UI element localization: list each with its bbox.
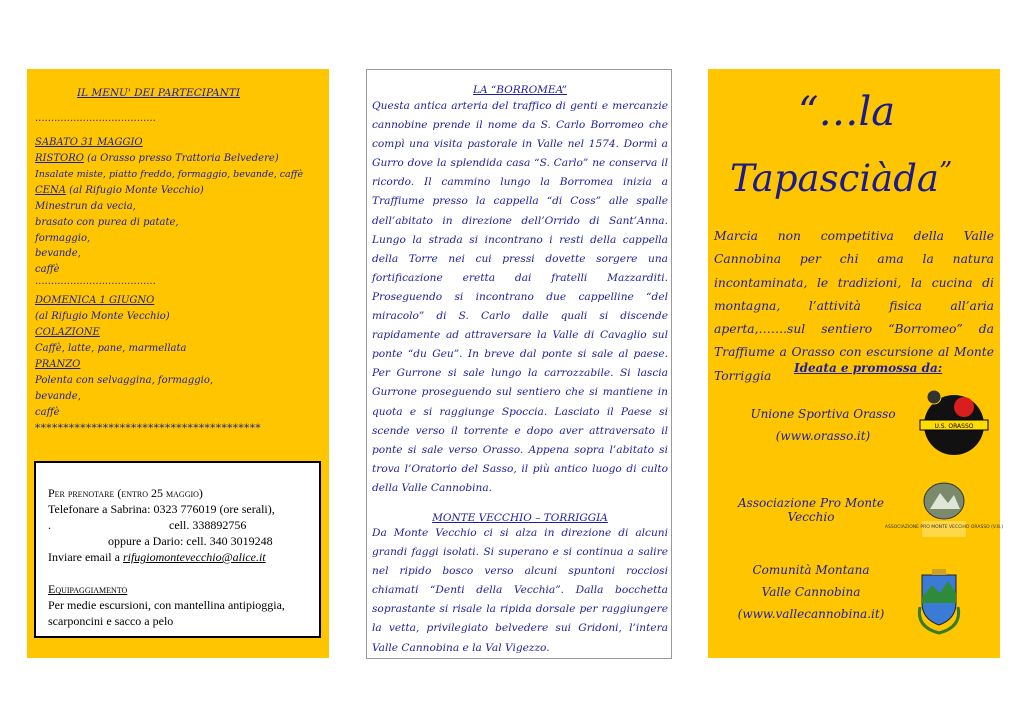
orasso-sport-logo xyxy=(916,389,992,461)
phone-line-2 xyxy=(48,517,309,533)
cover-title-quote: ” xyxy=(938,157,953,187)
sunday-place: (al Rifugio Monte Vecchio) xyxy=(35,311,170,322)
colazione-label: COLAZIONE xyxy=(35,327,100,338)
torriggia-text: Da Monte Vecchio ci si alza in direzione di alcuni grandi faggi isolati. Si superano e si continua a salire nel ripido bosco verso alcuni spuntoni rocciosi chiamati “Denti della Vecchia”. Dalla bocchetta soprastante si risale la ripida dorsale per raggiungere la vetta, privilegiato belvedere sui Gridoni, l’intera Valle Cannobina e la Val Vigezzo. xyxy=(372,526,668,654)
menu-title: IL MENU' DEI PARTECIPANTI xyxy=(77,87,240,99)
dot: . xyxy=(48,518,51,532)
colazione-menu: Caffè, latte, pane, marmellata xyxy=(35,343,187,354)
pranzo-item: Polenta con selvaggina, formaggio, xyxy=(35,375,214,386)
phone-line-1: Telefonare a Sabrina: 0323 776019 (ore serali), xyxy=(48,502,275,516)
org3-name2: Valle Cannobina xyxy=(761,585,861,599)
dots-separator: ...................................... xyxy=(35,113,156,124)
cover-intro: Marcia non competitiva della Valle Cannobina per chi ama la natura incontaminata, le tradizioni, la cucina di montagna, l’attività fisica all’aria aperta,…….sul sentiero “Borromeo” da Traffiume a Orasso con escursione al Monte Torriggia xyxy=(714,229,994,383)
stars-separator: **************************************** xyxy=(35,422,261,434)
equip-title: Equipaggiamento xyxy=(48,582,128,596)
cover-title-word: Tapasciàda xyxy=(730,157,939,200)
cena-place: (al Rifugio Monte Vecchio) xyxy=(65,185,204,196)
dots-separator: ...................................... xyxy=(35,276,156,287)
email-line xyxy=(48,549,309,565)
cover-panel xyxy=(708,69,1004,658)
ristoro-menu: Insalate miste, piatto freddo, formaggio, bevande, caffè xyxy=(35,169,304,180)
ristoro-label: RISTORO xyxy=(35,153,84,164)
cena-item: formaggio, xyxy=(35,233,91,244)
pranzo-label: PRANZO xyxy=(35,359,81,370)
cena-item: brasato con purea di patate, xyxy=(35,217,179,228)
org2-name: Associazione Pro Monte Vecchio xyxy=(738,496,884,524)
promoted-by: Ideata e promossa da: xyxy=(794,361,943,375)
borromea-text: Questa antica arteria del traffico di genti e mercanzie cannobine prende il nome da S. Carlo Borromeo che compì una visita pastorale in Valle nel 1574. Dormì a Gurro dove la splendida casa “S. Carlo” ne conserva il ricordo. Il cammino lungo la Borromea inizia a Traffiume presso la cappella “di Coss” alle spalle dell’abitato in direzione dell’Orrido di Sant’Anna. Lungo la strada si incontrano i resti della cappella della Torre nei cui pressi dovette sorgere una fortificazione eretta dai fratelli Mazzarditi. Proseguendo si incontrano due cappelline “del miracolo” di S. Carlo dalle quali si discende rapidamente ad attraversare la Valle di Cavaglio sul ponte “du Geu”. In breve dal ponte si sale al paese. Per Gurrone si sale lungo la carrozzabile. Si lascia Gurrone proseguendo sul sentiero che si mantiene in quota e si raggiunge Spoccia. Lasciato il Paese si scende verso il torrente e dopo aver attraversato il ponte si sale verso Orasso. Appena sopra l’abitato si trova l’Oratorio del Sasso, il più antico luogo di culto della Valle Cannobina. xyxy=(372,100,668,494)
pranzo-item: bevande, xyxy=(35,391,81,402)
route-panel xyxy=(366,69,672,659)
cena-line xyxy=(35,185,204,196)
comunita-montana-crest xyxy=(914,567,964,635)
email-link[interactable]: rifugiomontevecchio@alice.it xyxy=(122,550,266,564)
org1-site: (www.orasso.it) xyxy=(775,429,871,443)
ristoro-line xyxy=(35,153,279,164)
org3-name: Comunità Montana xyxy=(752,563,870,577)
phone-cell-1: cell. 338892756 xyxy=(169,518,247,532)
cena-item: caffè xyxy=(35,264,60,275)
email-prefix: Inviare email a xyxy=(48,550,123,564)
cena-item: bevande, xyxy=(35,248,81,259)
org1-name: Unione Sportiva Orasso xyxy=(750,407,896,421)
cover-title-line2 xyxy=(730,157,952,200)
cover-title-line1: “…la xyxy=(798,89,896,135)
saturday-heading: SABATO 31 MAGGIO xyxy=(35,137,143,148)
cena-label: CENA xyxy=(35,185,66,196)
ristoro-place: (a Orasso presso Trattoria Belvedere) xyxy=(83,153,279,164)
cena-item: Minestrun da vecia, xyxy=(35,201,136,212)
info-box xyxy=(34,461,321,638)
sunday-heading: DOMENICA 1 GIUGNO xyxy=(35,295,155,306)
borromea-title: LA “BORROMEA” xyxy=(472,84,568,96)
prenotare-title: Per prenotare (entro 25 maggio) xyxy=(48,486,203,500)
org3-site: (www.vallecannobina.it) xyxy=(737,607,885,621)
logo1-text: U.S. ORASSO xyxy=(934,423,974,430)
logo2-text: ASSOCIAZIONE PRO MONTE VECCHIO ORASSO (V.B.) xyxy=(884,525,1004,530)
equip-text: Per medie escursioni, con mantellina antipioggia, scarponcini e sacco a pelo xyxy=(48,598,285,628)
phone-line-3: oppure a Dario: cell. 340 3019248 xyxy=(108,534,273,548)
torriggia-title: MONTE VECCHIO – TORRIGGIA xyxy=(432,511,608,524)
pranzo-item: caffè xyxy=(35,407,60,418)
monte-vecchio-logo xyxy=(884,479,1004,539)
